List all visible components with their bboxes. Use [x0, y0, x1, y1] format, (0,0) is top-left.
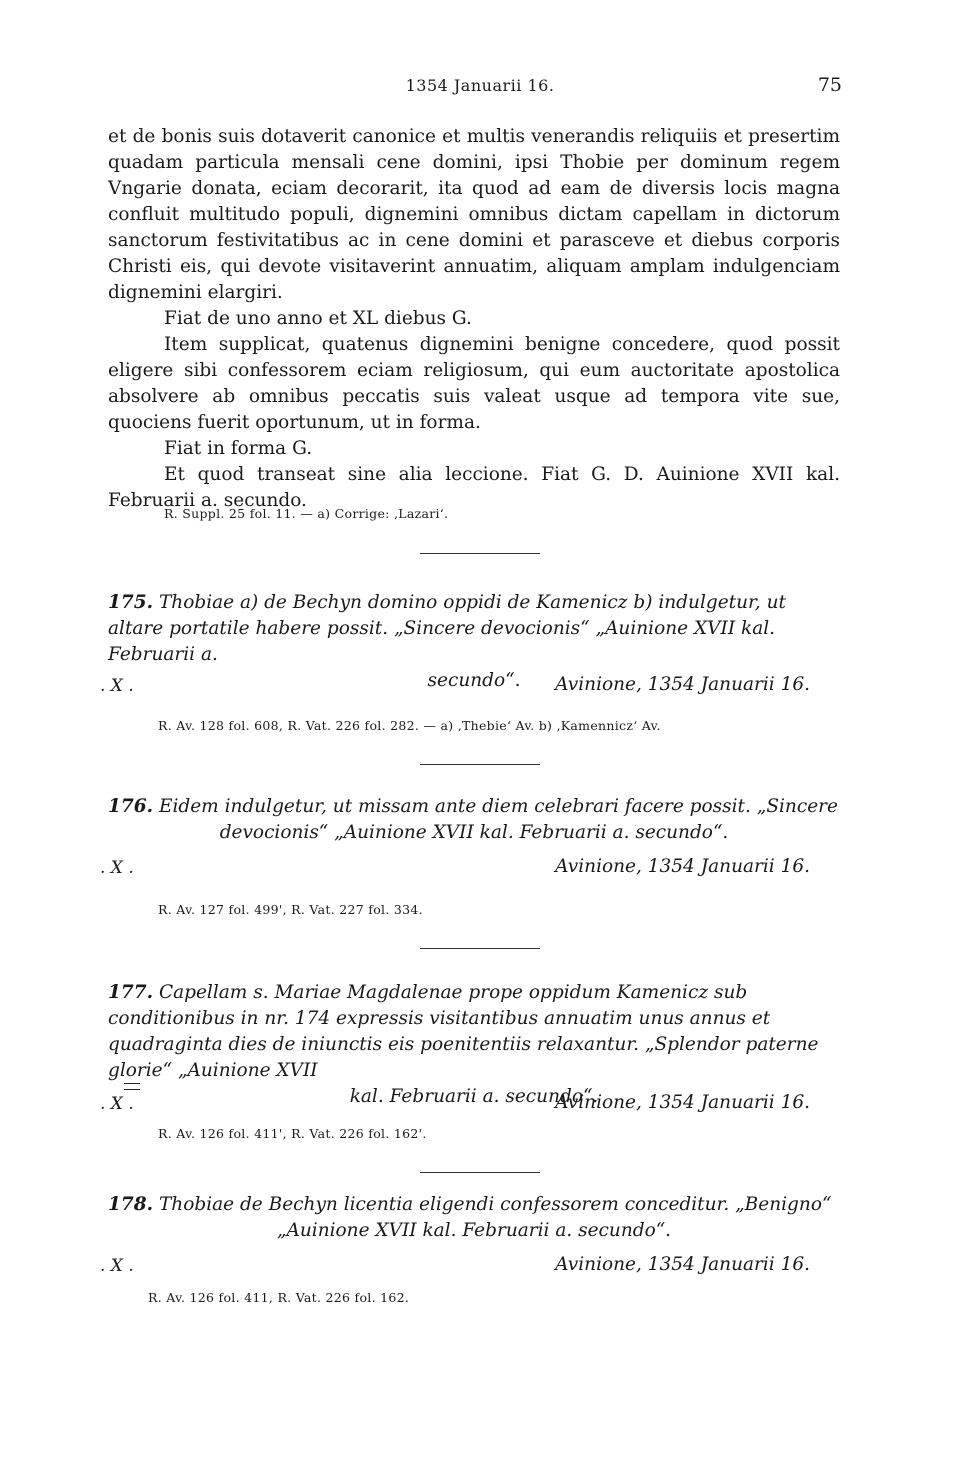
entry-176	[108, 794, 840, 846]
petition-text	[108, 124, 840, 514]
entry-reference: R. Av. 126 fol. 411', R. Vat. 226 fol. 162'.	[158, 1126, 427, 1141]
entry-reference: R. Av. 128 fol. 608, R. Vat. 226 fol. 282. — a) ‚Thebie‘ Av. b) ‚Kamennicz‘ Av.	[158, 718, 661, 733]
running-header-date: 1354 Januarii 16.	[405, 76, 555, 95]
x-mark: . X .	[100, 676, 134, 696]
divider-rule	[420, 948, 540, 949]
entry-reference: R. Av. 127 fol. 499', R. Vat. 227 fol. 334.	[158, 902, 423, 917]
divider-rule	[420, 553, 540, 554]
place-date: Avinione, 1354 Januarii 16.	[555, 856, 810, 877]
x-mark: . X .	[100, 1256, 134, 1276]
entry-number: 177.	[108, 982, 154, 1003]
x-mark: . X .	[100, 1094, 134, 1114]
place-date: Avinione, 1354 Januarii 16.	[555, 1254, 810, 1275]
entry-summary-end: devocionis“ „Auinione XVII kal. Februarii a. secundo“.	[219, 822, 729, 843]
entry-number: 176.	[108, 796, 154, 817]
entry-number: 175.	[108, 592, 154, 613]
item-paragraph: Item supplicat, quatenus dignemini benigne concedere, quod possit eligere sibi confessorem eciam religiosum, qui eum auctoritate apostolica absolvere ab omnibus peccatis suis valeat usque ad tempora vite sue, quociens fuerit oportunum, ut in forma.	[108, 334, 840, 433]
entry-summary: Capellam s. Mariae Magdalenae prope oppidum Kamenicz sub conditionibus in nr. 174 expressis visitantibus annuatim unus annus et quadraginta dies de iniunctis eis poenitentiis relaxantur. „Splendor paterne glorie“ „Auinione XVII	[108, 982, 819, 1081]
fiat-line-1: Fiat de uno anno et XL diebus G.	[164, 308, 472, 329]
entry-summary: Thobiae de Bechyn licentia eligendi confessorem conceditur. „Benigno“	[158, 1194, 832, 1215]
entry-177	[108, 980, 840, 1110]
et-quod-paragraph: Et quod transeat sine alia leccione. Fiat G. D. Auinione XVII kal. Februarii a. secundo.	[108, 464, 840, 511]
petition-paragraph: et de bonis suis dotaverit canonice et multis venerandis reliquiis et presertim quadam particula mensali cene domini, ipsi Thobie per dominum regem Vngarie donata, eciam decorarit, ita quod ad eam de diversis locis magna confluit multitudo populi, dignemini omnibus dictam capellam in dictorum sanctorum festivitatibus ac in cene domini et parasceve et diebus corporis Christi eis, qui devote visitaverint annuatim, aliquam amplam indulgenciam dignemini elargiri.	[108, 126, 840, 303]
fiat-line-2: Fiat in forma G.	[164, 438, 313, 459]
entry-summary-end: secundo“.	[427, 670, 521, 691]
entry-summary-end: kal. Februarii a. secundo“.	[349, 1086, 599, 1107]
x-mark: . X .	[100, 858, 134, 878]
petition-reference: R. Suppl. 25 fol. 11. — a) Corrige: ‚Lazari‘.	[164, 506, 449, 521]
divider-rule	[420, 1172, 540, 1173]
entry-reference: R. Av. 126 fol. 411, R. Vat. 226 fol. 162.	[148, 1290, 410, 1305]
entry-summary: Thobiae a) de Bechyn domino oppidi de Kamenicz b) indulgetur, ut altare portatile habere possit. „Sincere devocionis“ „Auinione XVII kal. Februarii a.	[108, 592, 786, 665]
entry-number: 178.	[108, 1194, 154, 1215]
entry-178	[108, 1192, 840, 1244]
double-bar-mark	[124, 1083, 140, 1090]
divider-rule	[420, 764, 540, 765]
place-date: Avinione, 1354 Januarii 16.	[555, 674, 810, 695]
entry-summary-end: „Auinione XVII kal. Februarii a. secundo“.	[276, 1220, 672, 1241]
place-date: Avinione, 1354 Januarii 16.	[555, 1092, 810, 1113]
page-number: 75	[817, 74, 842, 96]
entry-summary: Eidem indulgetur, ut missam ante diem celebrari facere possit. „Sincere	[158, 796, 838, 817]
